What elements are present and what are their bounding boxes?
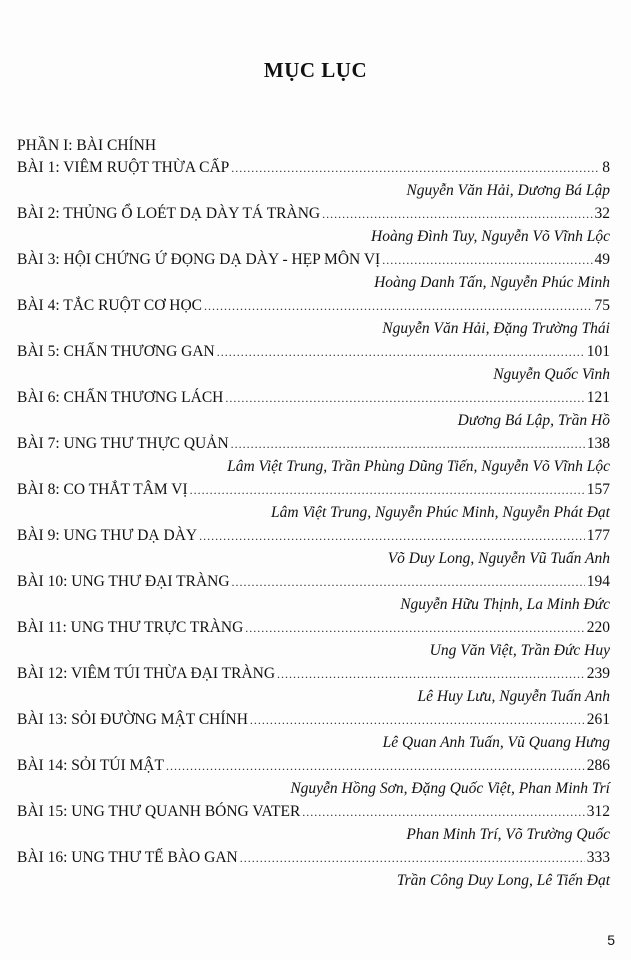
toc-entry-7 (17, 433, 610, 455)
lesson-title: BÀI 4: TẮC RUỘT CƠ HỌC (17, 297, 203, 314)
toc-entry-14 (17, 755, 610, 777)
lesson-authors: Nguyễn Văn Hải, Đặng Trường Thái (382, 320, 610, 337)
toc-entry-8 (17, 479, 610, 501)
lesson-authors: Lê Quan Anh Tuấn, Vũ Quang Hưng (382, 734, 610, 751)
lesson-title: BÀI 1: VIÊM RUỘT THỪA CẤP (17, 159, 230, 176)
page-title: MỤC LỤC (263, 58, 368, 82)
lesson-title: BÀI 16: UNG THƯ TẾ BÀO GAN (17, 849, 238, 866)
lesson-title: BÀI 7: UNG THƯ THỰC QUẢN (17, 435, 229, 452)
dot-leader (199, 525, 585, 547)
toc-entry-5 (17, 341, 610, 363)
part-heading: PHẦN I: BÀI CHÍNH (17, 137, 157, 154)
lesson-authors: Nguyễn Văn Hải, Dương Bá Lập (406, 182, 610, 199)
page-ref: 261 (586, 711, 610, 728)
page-ref: 8 (602, 159, 610, 176)
lesson-authors: Hoàng Đình Tuy, Nguyễn Võ Vĩnh Lộc (371, 228, 610, 245)
lesson-authors: Trần Công Duy Long, Lê Tiến Đạt (396, 872, 610, 889)
page-number: 5 (607, 932, 615, 948)
toc-entry-2 (17, 203, 610, 225)
toc-entry-16 (17, 847, 610, 869)
toc-entry-10 (17, 571, 610, 593)
dot-leader (382, 249, 592, 271)
toc-entry-15 (17, 801, 610, 823)
lesson-title: BÀI 2: THỦNG Ổ LOÉT DẠ DÀY TÁ TRÀNG (17, 205, 321, 222)
dot-leader (166, 755, 585, 777)
lesson-title: BÀI 13: SỎI ĐƯỜNG MẬT CHÍNH (17, 711, 248, 728)
page-ref: 333 (586, 849, 610, 866)
page-ref: 177 (586, 527, 610, 544)
lesson-title: BÀI 9: UNG THƯ DẠ DÀY (17, 527, 198, 544)
lesson-title: BÀI 15: UNG THƯ QUANH BÓNG VATER (17, 803, 301, 820)
lesson-authors: Lâm Việt Trung, Trần Phùng Dũng Tiến, Nguyễn Võ Vĩnh Lộc (227, 458, 610, 475)
page-ref: 75 (594, 297, 610, 314)
page-ref: 239 (586, 665, 610, 682)
toc-entry-11 (17, 617, 610, 639)
page-ref: 194 (586, 573, 610, 590)
page-ref: 220 (586, 619, 610, 636)
page-ref: 286 (586, 757, 610, 774)
dot-leader (231, 157, 600, 179)
lesson-authors: Lê Huy Lưu, Nguyễn Tuấn Anh (417, 688, 610, 705)
lesson-authors: Lâm Việt Trung, Nguyễn Phúc Minh, Nguyễn Phát Đạt (271, 504, 610, 521)
toc-entry-6 (17, 387, 610, 409)
lesson-authors: Dương Bá Lập, Trần Hồ (457, 412, 610, 429)
dot-leader (204, 295, 592, 317)
dot-leader (240, 847, 585, 869)
lesson-authors: Hoàng Danh Tấn, Nguyễn Phúc Minh (374, 274, 610, 291)
lesson-authors: Phan Minh Trí, Võ Trường Quốc (406, 826, 610, 843)
page-ref: 121 (586, 389, 610, 406)
page-ref: 312 (586, 803, 610, 820)
toc-entry-13 (17, 709, 610, 731)
page-ref: 157 (586, 481, 610, 498)
dot-leader (250, 709, 585, 731)
lesson-title: BÀI 14: SỎI TÚI MẬT (17, 757, 164, 774)
toc-entry-12 (17, 663, 610, 685)
lesson-title: BÀI 5: CHẤN THƯƠNG GAN (17, 343, 215, 360)
dot-leader (231, 433, 585, 455)
lesson-title: BÀI 11: UNG THƯ TRỰC TRÀNG (17, 619, 244, 636)
lesson-authors: Ung Văn Việt, Trần Đức Huy (429, 642, 610, 659)
page-ref: 49 (594, 251, 610, 268)
dot-leader (245, 617, 584, 639)
dot-leader (322, 203, 592, 225)
lesson-title: BÀI 8: CO THẮT TÂM VỊ (17, 481, 188, 498)
dot-leader (225, 387, 584, 409)
toc-entry-3 (17, 249, 610, 271)
toc-entry-4 (17, 295, 610, 317)
table-of-contents (17, 135, 610, 893)
dot-leader (302, 801, 584, 823)
dot-leader (277, 663, 585, 685)
lesson-authors: Nguyễn Hồng Sơn, Đặng Quốc Việt, Phan Minh Trí (290, 780, 610, 797)
lesson-authors: Nguyễn Hữu Thịnh, La Minh Đức (400, 596, 610, 613)
page-ref: 138 (586, 435, 610, 452)
page-ref: 32 (594, 205, 610, 222)
lesson-authors: Nguyễn Quốc Vinh (493, 366, 610, 383)
dot-leader (232, 571, 585, 593)
dot-leader (217, 341, 585, 363)
lesson-title: BÀI 3: HỘI CHỨNG Ứ ĐỌNG DẠ DÀY - HẸP MÔN VỊ (17, 251, 381, 268)
lesson-authors: Võ Duy Long, Nguyễn Vũ Tuấn Anh (387, 550, 610, 567)
lesson-title: BÀI 6: CHẤN THƯƠNG LÁCH (17, 389, 224, 406)
lesson-title: BÀI 12: VIÊM TÚI THỪA ĐẠI TRÀNG (17, 665, 276, 682)
dot-leader (190, 479, 585, 501)
toc-entry-1 (17, 157, 610, 179)
page-ref: 101 (586, 343, 610, 360)
toc-entry-9 (17, 525, 610, 547)
lesson-title: BÀI 10: UNG THƯ ĐẠI TRÀNG (17, 573, 230, 590)
